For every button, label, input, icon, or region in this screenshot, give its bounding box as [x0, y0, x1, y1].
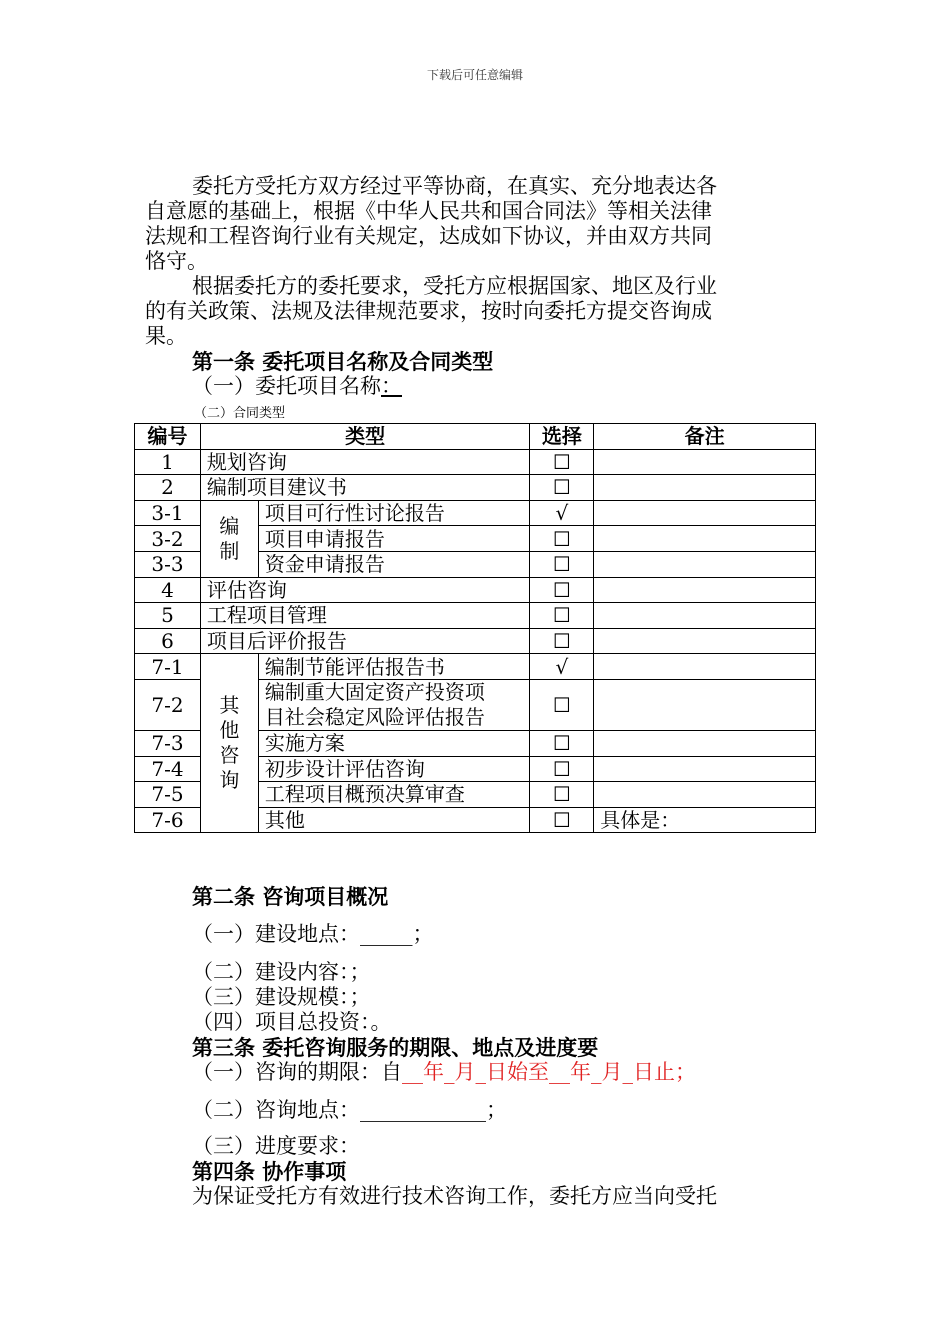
row-no: 5 — [135, 603, 201, 629]
article2-item1 — [192, 922, 434, 947]
article4-text: 为保证受托方有效进行技术咨询工作，委托方应当向受托 — [192, 1184, 717, 1208]
article2-item1-blank: _____ — [360, 922, 413, 946]
article3-item2-blank: ____________ — [360, 1098, 486, 1122]
article2-item3: （三）建设规模：； — [192, 985, 371, 1009]
row-select-checkbox[interactable]: ☐ — [530, 756, 594, 782]
group-other-consulting — [200, 654, 258, 833]
row-note — [594, 628, 816, 654]
row-note — [594, 603, 816, 629]
article3-item2-label: （二）咨询地点： — [192, 1098, 360, 1122]
intro-p2-line3: 果。 — [145, 324, 187, 348]
row-no: 7-4 — [135, 756, 201, 782]
row-note — [594, 577, 816, 603]
article2-title: 第二条 咨询项目概况 — [192, 884, 389, 909]
intro-p2-line2: 的有关政策、法规及法律规范要求，按时向委托方提交咨询成 — [145, 299, 712, 323]
row-no: 1 — [135, 449, 201, 475]
row-note — [594, 654, 816, 680]
row-no: 7-5 — [135, 782, 201, 808]
row-type: 编制项目建议书 — [200, 475, 529, 501]
row-no: 7-6 — [135, 807, 201, 833]
article3-item1-dates: __年_月_日始至__年_月_日止； — [402, 1060, 696, 1084]
article2-item4: （四）项目总投资：。 — [192, 1010, 392, 1034]
row-note — [594, 526, 816, 552]
row-no: 6 — [135, 628, 201, 654]
intro-p1-line2: 自意愿的基础上，根据《中华人民共和国合同法》等相关法律 — [145, 199, 712, 223]
row-type: 工程项目概预决算审查 — [258, 782, 530, 808]
row-type: 其他 — [258, 807, 530, 833]
row-type: 项目可行性讨论报告 — [258, 500, 530, 526]
row-no: 7-3 — [135, 730, 201, 756]
article3-item1-label: （一）咨询的期限：自 — [192, 1060, 402, 1084]
row-no: 3-2 — [135, 526, 201, 552]
table-row — [135, 577, 816, 603]
row-no: 3-3 — [135, 551, 201, 577]
group-other-char: 其 — [219, 693, 240, 718]
row-select-checkbox[interactable]: ☐ — [530, 551, 594, 577]
contract-type-table — [134, 423, 816, 833]
row-select-checkbox[interactable]: ☐ — [530, 475, 594, 501]
page-header: 下载后可任意编辑 — [426, 68, 523, 82]
table-row — [135, 475, 816, 501]
row-note — [594, 500, 816, 526]
row-select-checkbox[interactable]: ☐ — [530, 807, 594, 833]
row-note — [594, 756, 816, 782]
row-select-checkbox[interactable]: ☐ — [530, 782, 594, 808]
article2-item2: （二）建设内容：； — [192, 960, 371, 984]
article1-title: 第一条 委托项目名称及合同类型 — [192, 349, 494, 374]
row-type: 初步设计评估咨询 — [258, 756, 530, 782]
row-type — [258, 679, 530, 730]
article3-item1 — [192, 1060, 696, 1085]
article3-item3: （三）进度要求： — [192, 1134, 360, 1158]
row-no: 7-1 — [135, 654, 201, 680]
row-no: 7-2 — [135, 679, 201, 730]
row-note — [594, 679, 816, 730]
row-select-checkbox[interactable]: ☐ — [530, 449, 594, 475]
table-row — [135, 449, 816, 475]
row-type: 资金申请报告 — [258, 551, 530, 577]
row-no: 3-1 — [135, 500, 201, 526]
table-row — [135, 628, 816, 654]
article3-item2 — [192, 1098, 507, 1123]
intro-p1-line4: 恪守。 — [145, 249, 208, 273]
row-no: 4 — [135, 577, 201, 603]
group-other-char: 他 — [219, 718, 240, 743]
row-note: 具体是： — [594, 807, 816, 833]
article1-item1-label: （一）委托项目名称 — [192, 374, 381, 398]
row-select-checkbox[interactable]: √ — [530, 654, 594, 680]
table-row — [135, 654, 816, 680]
group-other-char: 询 — [219, 768, 240, 793]
row-type: 编制节能评估报告书 — [258, 654, 530, 680]
group-bianzhi-char: 制 — [219, 538, 240, 563]
row-select-checkbox[interactable]: ☐ — [530, 679, 594, 730]
row-select-checkbox[interactable]: ☐ — [530, 603, 594, 629]
intro-p1-line1: 委托方受托方双方经过平等协商，在真实、充分地表达各 — [192, 174, 717, 198]
row-type: 工程项目管理 — [200, 603, 529, 629]
article2-item1-label: （一）建设地点： — [192, 922, 360, 946]
row-type: 评估咨询 — [200, 577, 529, 603]
row-note — [594, 475, 816, 501]
group-bianzhi — [200, 500, 258, 577]
row-note — [594, 730, 816, 756]
row-type: 规划咨询 — [200, 449, 529, 475]
table-header-row — [135, 424, 816, 450]
group-other-char: 咨 — [219, 743, 240, 768]
intro-p1-line3: 法规和工程咨询行业有关规定，达成如下协议，并由双方共同 — [145, 224, 712, 248]
header-type: 类型 — [200, 424, 529, 450]
row-select-checkbox[interactable]: ☐ — [530, 730, 594, 756]
table-row — [135, 500, 816, 526]
row-select-checkbox[interactable]: ☐ — [530, 628, 594, 654]
row-note — [594, 551, 816, 577]
row-type: 实施方案 — [258, 730, 530, 756]
row-note — [594, 449, 816, 475]
article2-item1-end: ； — [412, 922, 434, 946]
header-select: 选择 — [530, 424, 594, 450]
header-note: 备注 — [594, 424, 816, 450]
row-select-checkbox[interactable]: ☐ — [530, 577, 594, 603]
article3-item2-end: ； — [486, 1098, 507, 1122]
article3-title: 第三条 委托咨询服务的期限、地点及进度要 — [192, 1035, 599, 1060]
article4-title: 第四条 协作事项 — [192, 1159, 347, 1184]
table-row — [135, 603, 816, 629]
article1-item1 — [192, 374, 416, 399]
row-type: 项目申请报告 — [258, 526, 530, 552]
group-bianzhi-char: 编 — [219, 513, 240, 538]
row-type-line: 编制重大固定资产投资项 — [264, 679, 485, 704]
article1-item2: （二）合同类型 — [194, 406, 286, 421]
row-type: 项目后评价报告 — [200, 628, 529, 654]
header-no: 编号 — [135, 424, 201, 450]
article1-item1-colon: ： — [381, 374, 402, 398]
row-select-checkbox[interactable]: ☐ — [530, 526, 594, 552]
row-note — [594, 782, 816, 808]
row-type-line: 目社会稳定风险评估报告 — [264, 704, 485, 729]
row-no: 2 — [135, 475, 201, 501]
row-select-checkbox[interactable]: √ — [530, 500, 594, 526]
intro-p2-line1: 根据委托方的委托要求，受托方应根据国家、地区及行业 — [192, 274, 717, 298]
